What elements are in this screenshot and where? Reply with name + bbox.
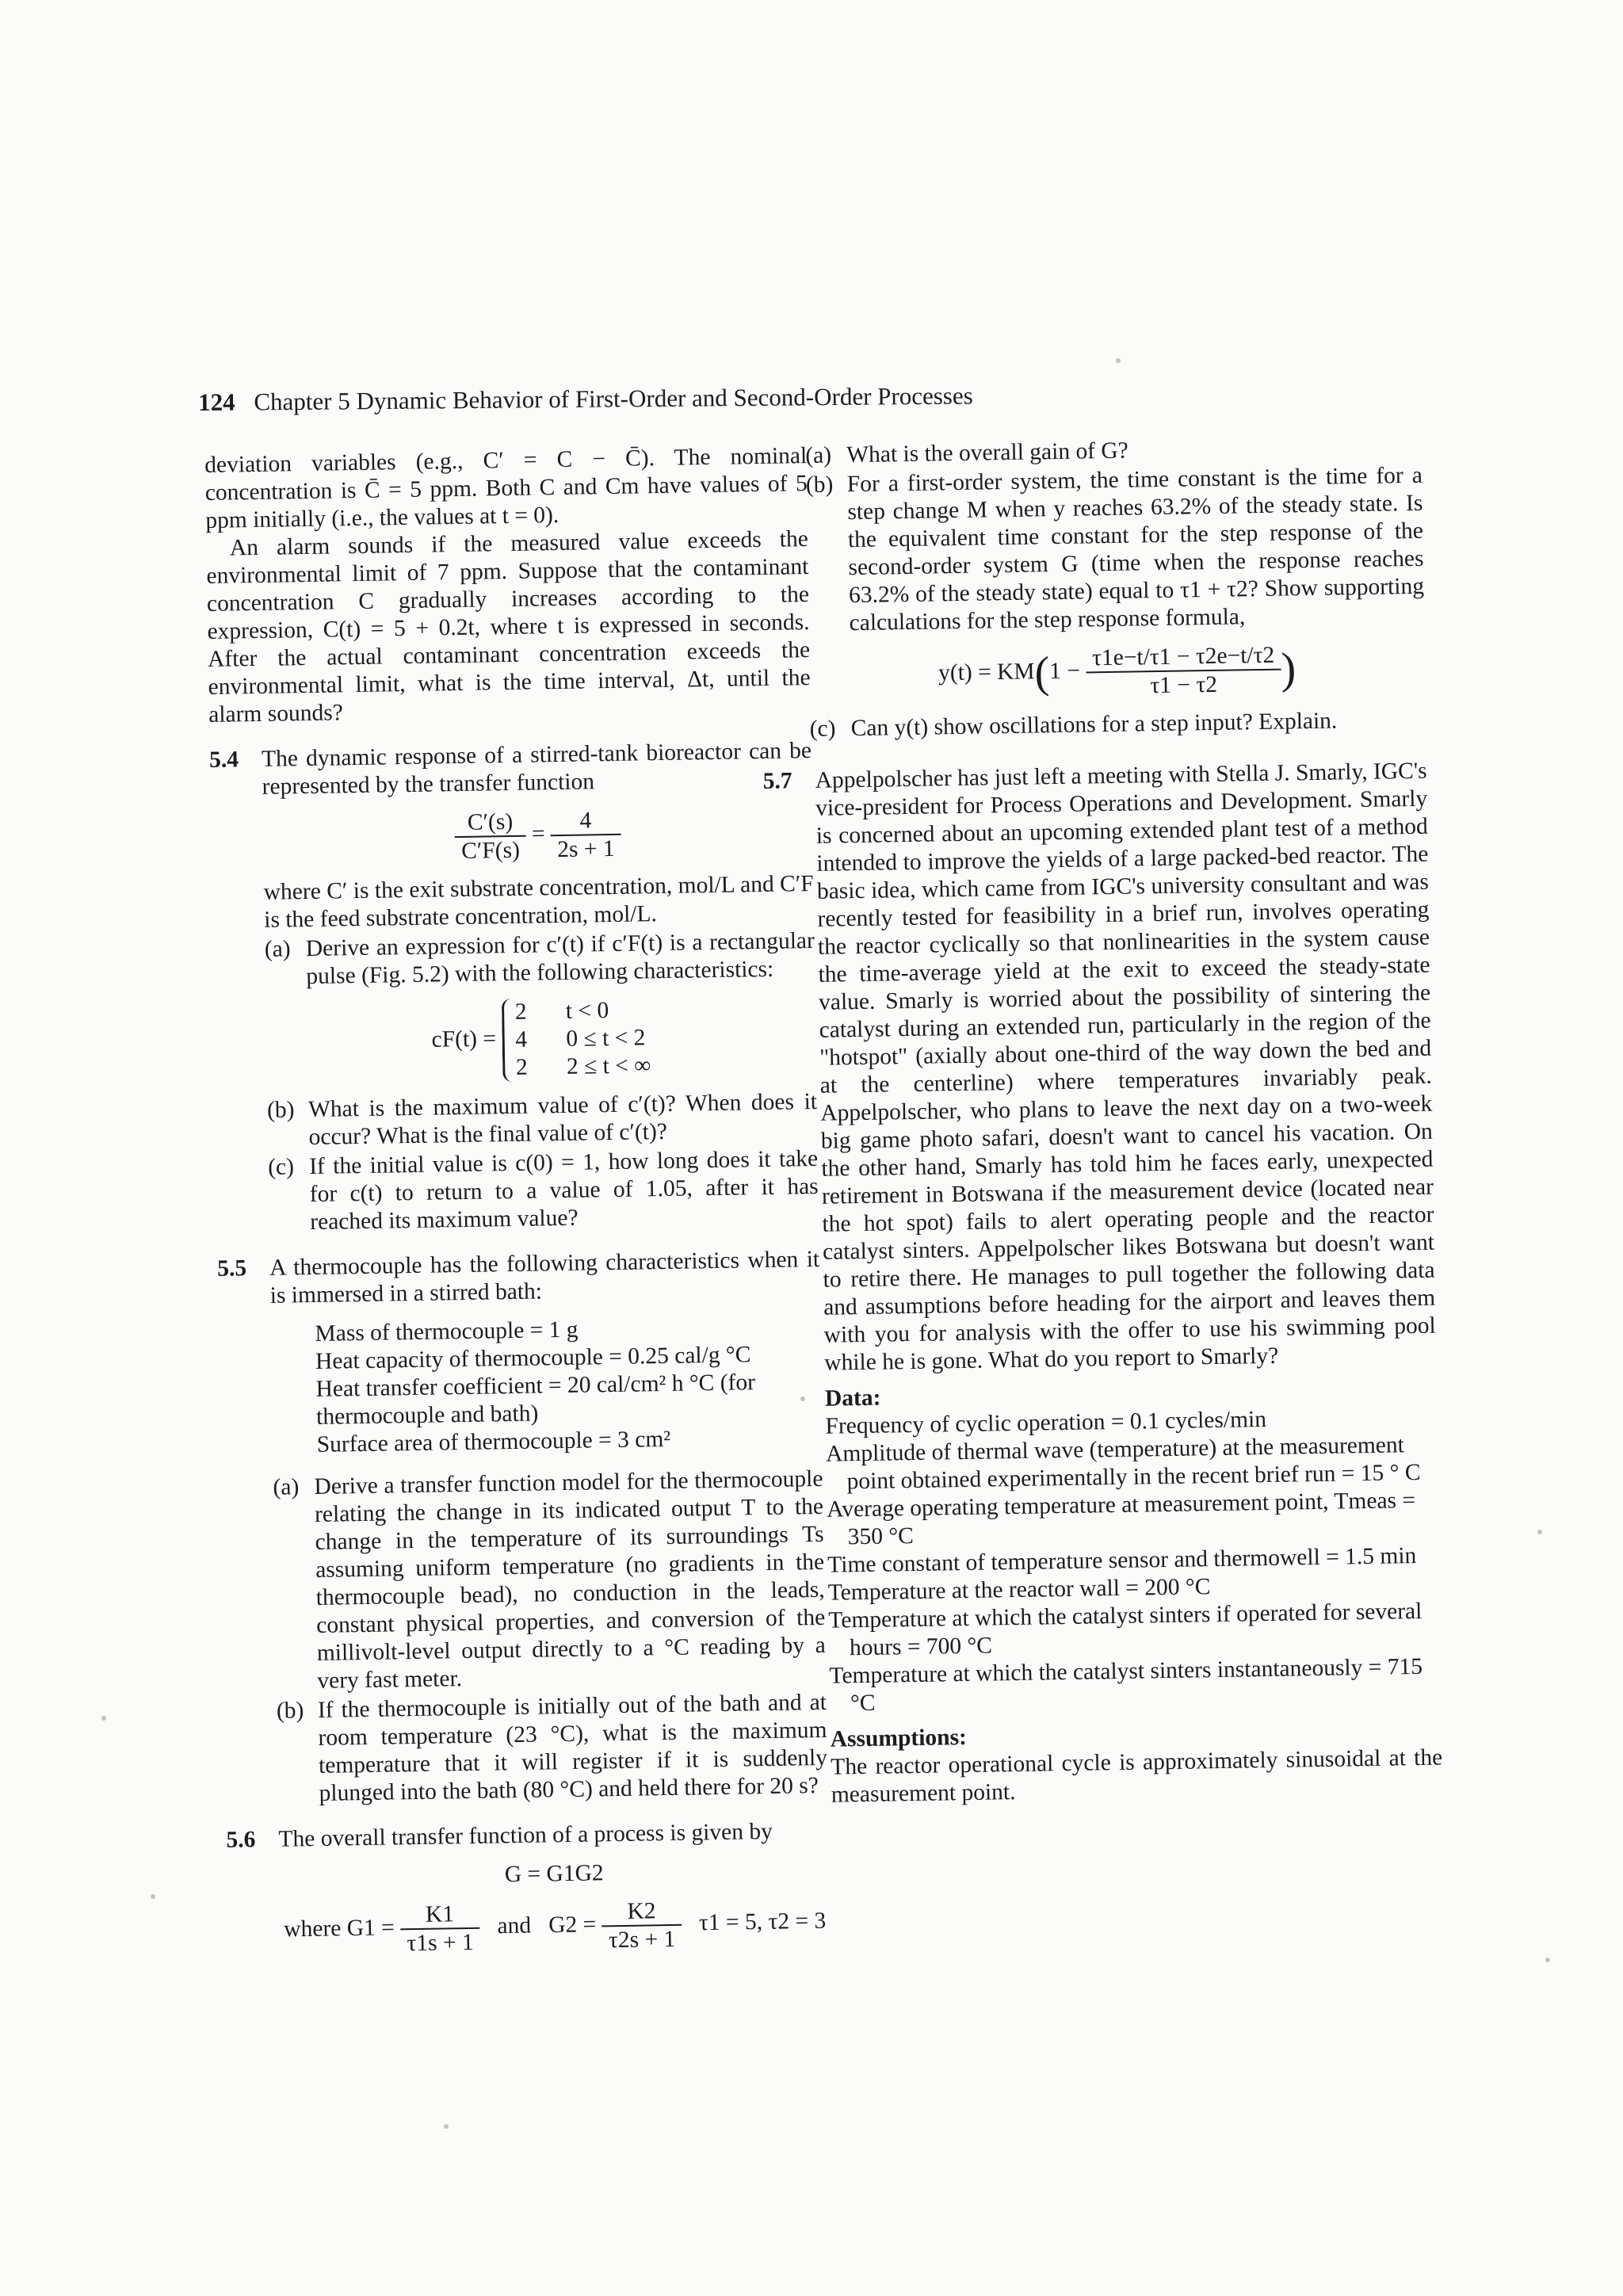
scan-speck — [151, 1894, 155, 1899]
problem-intro: The dynamic response of a stirred-tank bioreactor can be represented by the transfer function — [261, 738, 812, 800]
left-column — [204, 442, 831, 1971]
piecewise-cases — [502, 996, 651, 1082]
g2-numerator: K2 — [601, 1897, 682, 1927]
problem-5-6 — [226, 1817, 831, 1960]
scan-speck — [444, 2124, 449, 2129]
g2-lhs: G2 = — [548, 1912, 597, 1939]
problem-intro: A thermocouple has the following characteristics when it is immersed in a stirred bath: — [269, 1246, 820, 1308]
characteristic-item: thermocouple and bath) — [315, 1400, 539, 1430]
g2-fraction — [601, 1897, 682, 1954]
y-fraction — [1086, 642, 1281, 701]
part-b — [267, 1088, 818, 1152]
piecewise-equation — [265, 994, 817, 1086]
tf-rhs-numerator: 4 — [550, 807, 621, 836]
y-one-minus: 1 − — [1049, 658, 1081, 684]
problem-5-5 — [217, 1246, 828, 1809]
continued-paragraph-1: deviation variables (e.g., C′ = C − C̄). The nominal concentration is C̄ = 5 ppm. Both C and Cm have values of 5 ppm initially (i.e., the values at t = 0). — [204, 443, 808, 533]
assumptions-heading: Assumptions: — [830, 1725, 968, 1752]
g1-lhs: where G1 = — [284, 1915, 395, 1943]
problem-number: 5.5 — [216, 1255, 247, 1282]
overall-gain-equation: G = G1G2 — [504, 1860, 604, 1888]
data-list — [825, 1404, 1442, 1718]
part-text: What is the overall gain of G? — [846, 437, 1129, 468]
problem-number: 5.6 — [226, 1827, 256, 1853]
problem-number: 5.4 — [208, 747, 239, 773]
characteristic-item: Heat transfer coefficient = 20 cal/cm² h °C (for — [315, 1370, 756, 1402]
scan-speck — [1116, 358, 1121, 363]
continued-paragraph-2: An alarm sounds if the measured value exceeds the environmental limit of 7 ppm. Suppose that the contaminant concentration C gradually increases according to the expression, C(t) = 5 + 0.2t, where t is expressed in seconds. After the actual contaminant concentration exceeds the environmental limit, what is the time interval, Δt, until the alarm sounds? — [206, 526, 811, 728]
tf-rhs-fraction — [550, 807, 621, 863]
running-header — [198, 381, 973, 417]
right-column — [762, 431, 1443, 1809]
piecewise-row: 2 t < 0 — [514, 998, 609, 1025]
g1-numerator: K1 — [400, 1901, 480, 1931]
part-a — [265, 927, 815, 991]
scan-speck — [800, 1396, 805, 1401]
piecewise-row: 4 0 ≤ t < 2 — [515, 1025, 646, 1052]
part-text: For a first-order system, the time constant is the time for a step change M when y reaches 63.2% of the steady state. Is the equivalent time constant for the step response of the second-order system G (time when the response reaches 63.2% of the steady state) equal to τ1 + τ2? Show supporting calculations for the step response formula, — [846, 462, 1425, 636]
tf-lhs-numerator: C′(s) — [454, 808, 525, 838]
tf-equals: = — [531, 821, 545, 847]
data-item: Temperature at which the catalyst sinters if operated for several hours = 700 °C — [828, 1598, 1423, 1661]
part-label: (c) — [809, 716, 836, 742]
data-heading: Data: — [824, 1385, 881, 1412]
part-text: Derive an expression for c′(t) if c′F(t) is a rectangular pulse (Fig. 5.2) with the following characteristics: — [305, 927, 815, 990]
problem-text: Appelpolscher has just left a meeting with Stella J. Smarly, IGC's vice-president for Process Operations and Development. Smarly is concerned about an upcoming extended plant test of a method intended to improve the yields of a large packed-bed reactor. The basic idea, which came from IGC's university consultant and was recently tested for feasibility in a brief run, involves operating the reactor cyclically so that nonlinearities in the system cause the time-average yield at the exit to exceed the steady-state value. Smarly is worried about the possibility of sintering the catalyst during an extended run, particularly in the region of the "hotspot" (axially about one-third of the way down the bed and at the centerline) where temperatures invariably peak. Appelpolscher, who plans to leave the next day on a two-week big game photo safari, doesn't want to cancel his vacation. On the other hand, Smarly has told him he faces early, unexpected retirement in Botswana if the measurement device (located near the hot spot) fails to alert operating people and the reactor catalyst sinters. Appelpolscher likes Botswana but doesn't want to retire there. He manages to pull together the following data and assumptions before heading for the airport and leaves them with you for analysis with the offer to use his swimming pool while he is gone. What do you report to Smarly? — [815, 758, 1436, 1376]
data-item: Amplitude of thermal wave (temperature) at the measurement point obtained experimentally in the recent brief run = 15 ° C — [825, 1432, 1421, 1495]
part-label: (b) — [276, 1698, 304, 1724]
part-text: Can y(t) show oscillations for a step input? Explain. — [850, 708, 1338, 742]
part-label: (b) — [266, 1097, 295, 1123]
scan-speck — [1545, 1958, 1550, 1962]
data-item: Time constant of temperature sensor and thermowell = 1.5 min — [827, 1543, 1417, 1578]
problem-5-4 — [209, 737, 819, 1238]
scan-speck — [1537, 1530, 1542, 1534]
part-b — [806, 462, 1425, 638]
problem-5-7 — [762, 758, 1443, 1810]
tf-lhs-denominator: C′F(s) — [460, 837, 521, 864]
data-item: Temperature at which the catalyst sinters instantaneously = 715 °C — [829, 1653, 1423, 1717]
component-transfer-functions — [280, 1895, 831, 1959]
where-text: where C′ is the exit substrate concentration, mol/L and C′F is the feed substrate concentration, mol/L. — [263, 870, 814, 933]
g1-denominator: τ1s + 1 — [407, 1929, 474, 1957]
piecewise-row: 2 2 ≤ t < ∞ — [515, 1052, 651, 1080]
data-item: Average operating temperature at measurement point, Tmeas = 350 °C — [826, 1488, 1416, 1550]
part-b — [277, 1689, 828, 1809]
tf-lhs-fraction — [454, 808, 526, 865]
part-label: (b) — [805, 472, 834, 498]
y-denominator: τ1 − τ2 — [1150, 671, 1218, 699]
scan-speck — [101, 1716, 106, 1721]
part-c — [809, 706, 1426, 743]
part-c — [268, 1145, 819, 1237]
part-text: Derive a transfer function model for the thermocouple relating the change in its indicated output T to the change in the temperature of its surroundings Ts assuming uniform temperature (no gradients in the thermocouple bead), no conduction in the leads, constant physical properties, and conversion of the millivolt-level output directly to a °C reading by a very fast meter. — [314, 1465, 827, 1694]
characteristic-item: Surface area of thermocouple = 3 cm² — [316, 1426, 671, 1457]
part-text: If the thermocouple is initially out of the bath and at room temperature (23 °C), what is the maximum temperature that it will register if it is suddenly plunged into the bath (80 °C) and held there for 20 s? — [317, 1689, 828, 1806]
part-text: What is the maximum value of c′(t)? When does it occur? What is the final value of c′(t)? — [307, 1088, 818, 1151]
data-item: Temperature at the reactor wall = 200 °C — [827, 1574, 1211, 1606]
g1-fraction — [400, 1901, 480, 1958]
chapter-title: Chapter 5 Dynamic Behavior of First-Order and Second-Order Processes — [254, 381, 973, 416]
part-text: If the initial value is c(0) = 1, how long does it take for c(t) to return to a value of 1.05, after it has reached its maximum value? — [308, 1145, 819, 1236]
y-numerator: τ1e−t/τ1 − τ2e−t/τ2 — [1086, 642, 1281, 674]
y-lhs: y(t) = KM — [938, 659, 1035, 686]
piecewise-lhs: cF(t) = — [431, 1026, 497, 1052]
tau-values: τ1 = 5, τ2 = 3 — [698, 1908, 827, 1936]
and-text: and — [497, 1912, 532, 1939]
characteristic-item: Mass of thermocouple = 1 g — [315, 1316, 579, 1347]
characteristic-item: Heat capacity of thermocouple = 0.25 cal/g °C — [315, 1342, 751, 1374]
transfer-function-equation — [262, 804, 813, 868]
data-item: Frequency of cyclic operation = 0.1 cycles/min — [825, 1407, 1267, 1439]
part-label: (a) — [273, 1474, 300, 1500]
page-number: 124 — [198, 388, 235, 416]
part-a — [273, 1465, 826, 1696]
part-label: (a) — [264, 936, 291, 962]
problem-number: 5.7 — [762, 768, 792, 794]
problem-intro: The overall transfer function of a process is given by — [278, 1818, 773, 1852]
part-label: (a) — [805, 442, 832, 468]
part-label: (c) — [267, 1154, 295, 1180]
step-response-equation: y(t) = KM(1 − $\frac{\tau 1e-t/\tau 1 - \tau 2e-t/\tau 2}{\tau 1 - \tau 2}$ ) — [808, 640, 1426, 705]
thermocouple-characteristics — [315, 1312, 823, 1459]
tf-rhs-denominator: 2s + 1 — [557, 835, 615, 863]
assumptions-text: The reactor operational cycle is approximately sinusoidal at the measurement point. — [831, 1744, 1443, 1808]
g2-denominator: τ2s + 1 — [608, 1926, 676, 1954]
